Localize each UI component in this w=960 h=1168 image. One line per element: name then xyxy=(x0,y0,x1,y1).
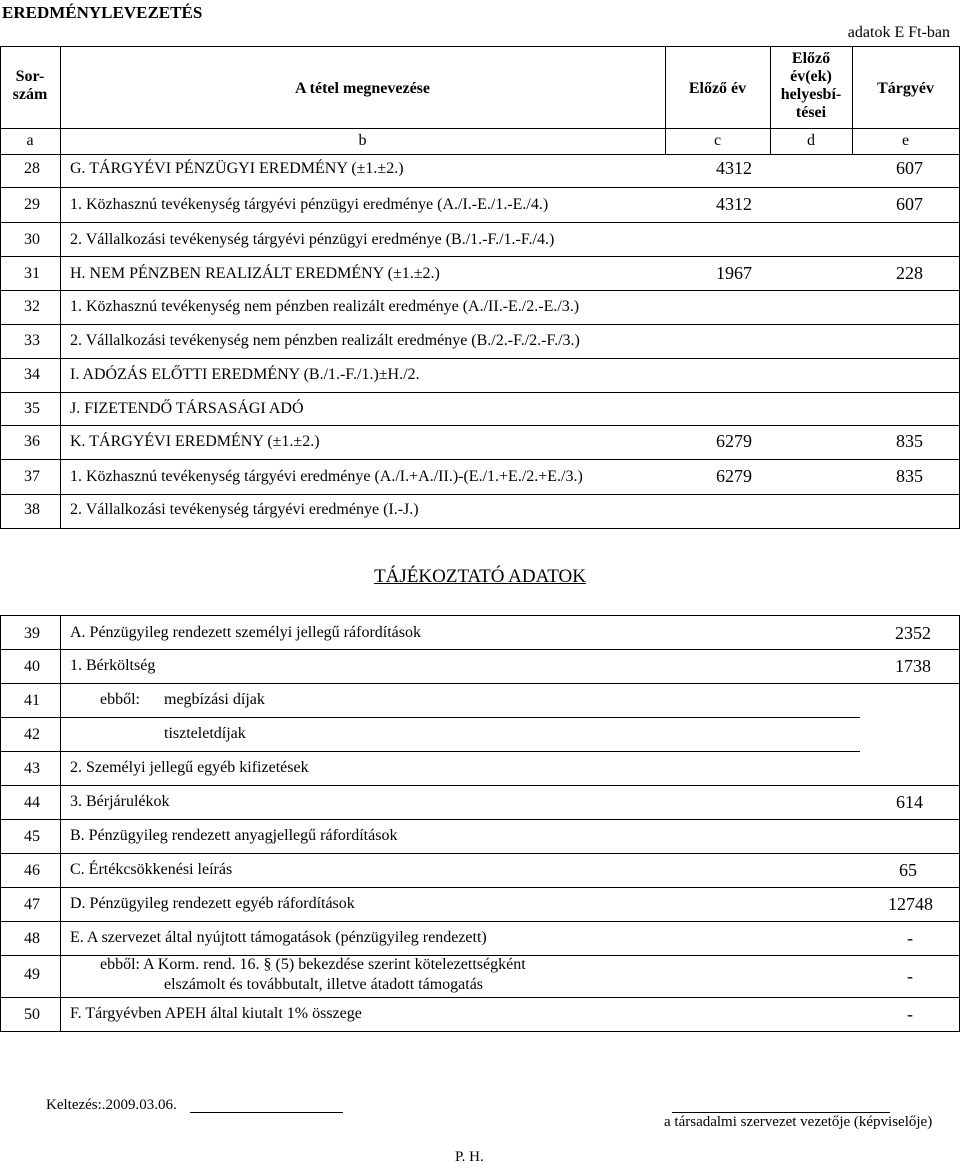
row-label: C. Értékcsökkenési leírás xyxy=(70,861,233,878)
row-line xyxy=(0,222,960,223)
row-value: - xyxy=(907,1004,913,1024)
row-line xyxy=(0,921,960,922)
row-number: 44 xyxy=(24,794,40,811)
row-line xyxy=(0,358,960,359)
document-title: EREDMÉNYLEVEZETÉS xyxy=(2,3,203,22)
row-line xyxy=(0,717,860,718)
row-number: 33 xyxy=(24,332,40,349)
row-label: D. Pénzügyileg rendezett egyéb ráfordítások xyxy=(70,895,355,912)
col-border-1 xyxy=(60,615,61,1031)
row-value: - xyxy=(907,928,913,948)
date-underline xyxy=(190,1112,343,1113)
row-number: 42 xyxy=(24,726,40,743)
row-line xyxy=(0,1031,960,1032)
row-label: G. TÁRGYÉVI PÉNZÜGYI EREDMÉNY (±1.±2.) xyxy=(70,160,404,177)
row-label: B. Pénzügyileg rendezett anyagjellegű ráfordítások xyxy=(70,827,398,844)
col-letter-c: c xyxy=(713,132,722,149)
date-field: Keltezés:.2009.03.06. xyxy=(46,1097,177,1113)
row-number: 28 xyxy=(24,160,40,177)
row-number: 37 xyxy=(24,468,40,485)
row-number: 49 xyxy=(24,966,40,983)
row-line xyxy=(0,528,960,529)
row-line xyxy=(0,256,960,257)
row-curr-value: 607 xyxy=(896,194,923,214)
signature-line xyxy=(672,1112,890,1113)
row-number: 34 xyxy=(24,366,40,383)
row-line xyxy=(0,997,960,998)
row-label-prefix: ebből: xyxy=(100,691,140,708)
col-letter-e: e xyxy=(901,132,910,149)
letters-bottom-line xyxy=(0,154,960,155)
row-number: 31 xyxy=(24,265,40,282)
row-curr-value: 835 xyxy=(896,466,923,486)
row-label: megbízási díjak xyxy=(164,691,265,708)
row-line xyxy=(0,955,960,956)
row-line xyxy=(0,683,960,684)
row-line xyxy=(0,751,860,752)
row-prev-value: 4312 xyxy=(716,158,752,178)
row-number: 36 xyxy=(24,433,40,450)
row-number: 40 xyxy=(24,658,40,675)
row-number: 29 xyxy=(24,196,40,213)
row-number: 46 xyxy=(24,862,40,879)
row-label: 1. Közhasznú tevékenység tárgyévi eredménye (A./I.+A./II.)-(E./1.+E./2.+E./3.) xyxy=(70,468,583,485)
row-value: - xyxy=(907,966,913,986)
row-value: 2352 xyxy=(895,623,931,643)
row-number: 30 xyxy=(24,231,40,248)
unit-note: adatok E Ft-ban xyxy=(847,24,950,41)
header-bottom-line xyxy=(0,128,960,129)
info-section-title: TÁJÉKOZTATÓ ADATOK xyxy=(374,566,586,587)
col-border-left xyxy=(0,154,1,528)
row-line xyxy=(0,819,960,820)
row-line xyxy=(0,887,960,888)
row-number: 35 xyxy=(24,400,40,417)
header-modositas: Előző év(ek) helyesbí- tései xyxy=(780,50,842,121)
row-line xyxy=(0,392,960,393)
row-line xyxy=(0,187,960,188)
header-megnevezes: A tétel megnevezése xyxy=(294,80,431,97)
col-border-left xyxy=(0,615,1,1031)
row-number: 45 xyxy=(24,828,40,845)
header-elozo-ev: Előző év xyxy=(688,80,747,97)
row-label: H. NEM PÉNZBEN REALIZÁLT EREDMÉNY (±1.±2.) xyxy=(70,265,440,282)
row-line xyxy=(0,649,960,650)
row-value: 1738 xyxy=(895,656,931,676)
stamp-placeholder: P. H. xyxy=(455,1149,484,1165)
col-letter-a: a xyxy=(26,132,34,149)
row-prev-value: 4312 xyxy=(716,194,752,214)
row-curr-value: 228 xyxy=(896,263,923,283)
row-label: F. Tárgyévben APEH által kiutalt 1% összege xyxy=(70,1005,362,1022)
row-prev-value: 6279 xyxy=(716,431,752,451)
row-label: tiszteletdíjak xyxy=(164,725,246,742)
col-border-1 xyxy=(60,154,61,528)
row-curr-value: 835 xyxy=(896,431,923,451)
row-value: 65 xyxy=(899,860,917,880)
row-label-line1: ebből: A Korm. rend. 16. § (5) bekezdése szerint kötelezettségként xyxy=(100,956,526,973)
row-number: 32 xyxy=(24,298,40,315)
row-curr-value: 607 xyxy=(896,158,923,178)
row-label: J. FIZETENDŐ TÁRSASÁGI ADÓ xyxy=(70,400,304,417)
row-value: 614 xyxy=(896,792,923,812)
row-line xyxy=(0,324,960,325)
row-line xyxy=(0,853,960,854)
row-prev-value: 1967 xyxy=(716,263,752,283)
col-letter-d: d xyxy=(807,132,815,149)
header-top-line xyxy=(0,46,960,47)
row-label: 3. Bérjárulékok xyxy=(70,793,170,810)
row-line xyxy=(0,785,960,786)
row-label: 2. Vállalkozási tevékenység tárgyévi eredménye (I.-J.) xyxy=(70,501,419,518)
row-prev-value: 6279 xyxy=(716,466,752,486)
row-label: I. ADÓZÁS ELŐTTI EREDMÉNY (B./1.-F./1.)±H./2. xyxy=(70,366,420,383)
row-number: 39 xyxy=(24,625,40,642)
row-line xyxy=(0,494,960,495)
row-line xyxy=(0,615,960,616)
row-value: 12748 xyxy=(888,894,933,914)
row-line xyxy=(0,425,960,426)
row-label: 1. Közhasznú tevékenység tárgyévi pénzügyi eredménye (A./I.-E./1.-E./4.) xyxy=(70,196,549,213)
row-label-line2: elszámolt és továbbutalt, illetve átadott támogatás xyxy=(164,976,484,993)
row-number: 50 xyxy=(24,1006,40,1023)
row-number: 43 xyxy=(24,760,40,777)
row-label: A. Pénzügyileg rendezett személyi jellegű ráfordítások xyxy=(70,624,421,641)
header-sorszam: Sor- szám xyxy=(12,68,48,103)
row-number: 48 xyxy=(24,930,40,947)
row-label: E. A szervezet által nyújtott támogatások (pénzügyileg rendezett) xyxy=(70,929,487,946)
row-label: K. TÁRGYÉVI EREDMÉNY (±1.±2.) xyxy=(70,433,320,450)
signature-label: a társadalmi szervezet vezetője (képviselője) xyxy=(664,1114,933,1130)
row-line xyxy=(0,459,960,460)
row-label: 1. Bérköltség xyxy=(70,657,156,674)
row-label: 2. Vállalkozási tevékenység tárgyévi pénzügyi eredménye (B./1.-F./1.-F./4.) xyxy=(70,231,555,248)
row-label: 2. Személyi jellegű egyéb kifizetések xyxy=(70,759,309,776)
col-letter-b: b xyxy=(358,132,367,149)
row-number: 47 xyxy=(24,896,40,913)
row-label: 2. Vállalkozási tevékenység nem pénzben realizált eredménye (B./2.-F./2.-F./3.) xyxy=(70,332,580,349)
header-targyev: Tárgyév xyxy=(877,80,934,97)
row-line xyxy=(0,290,960,291)
row-number: 41 xyxy=(24,692,40,709)
row-label: 1. Közhasznú tevékenység nem pénzben realizált eredménye (A./II.-E./2.-E./3.) xyxy=(70,298,580,315)
row-number: 38 xyxy=(24,501,40,518)
